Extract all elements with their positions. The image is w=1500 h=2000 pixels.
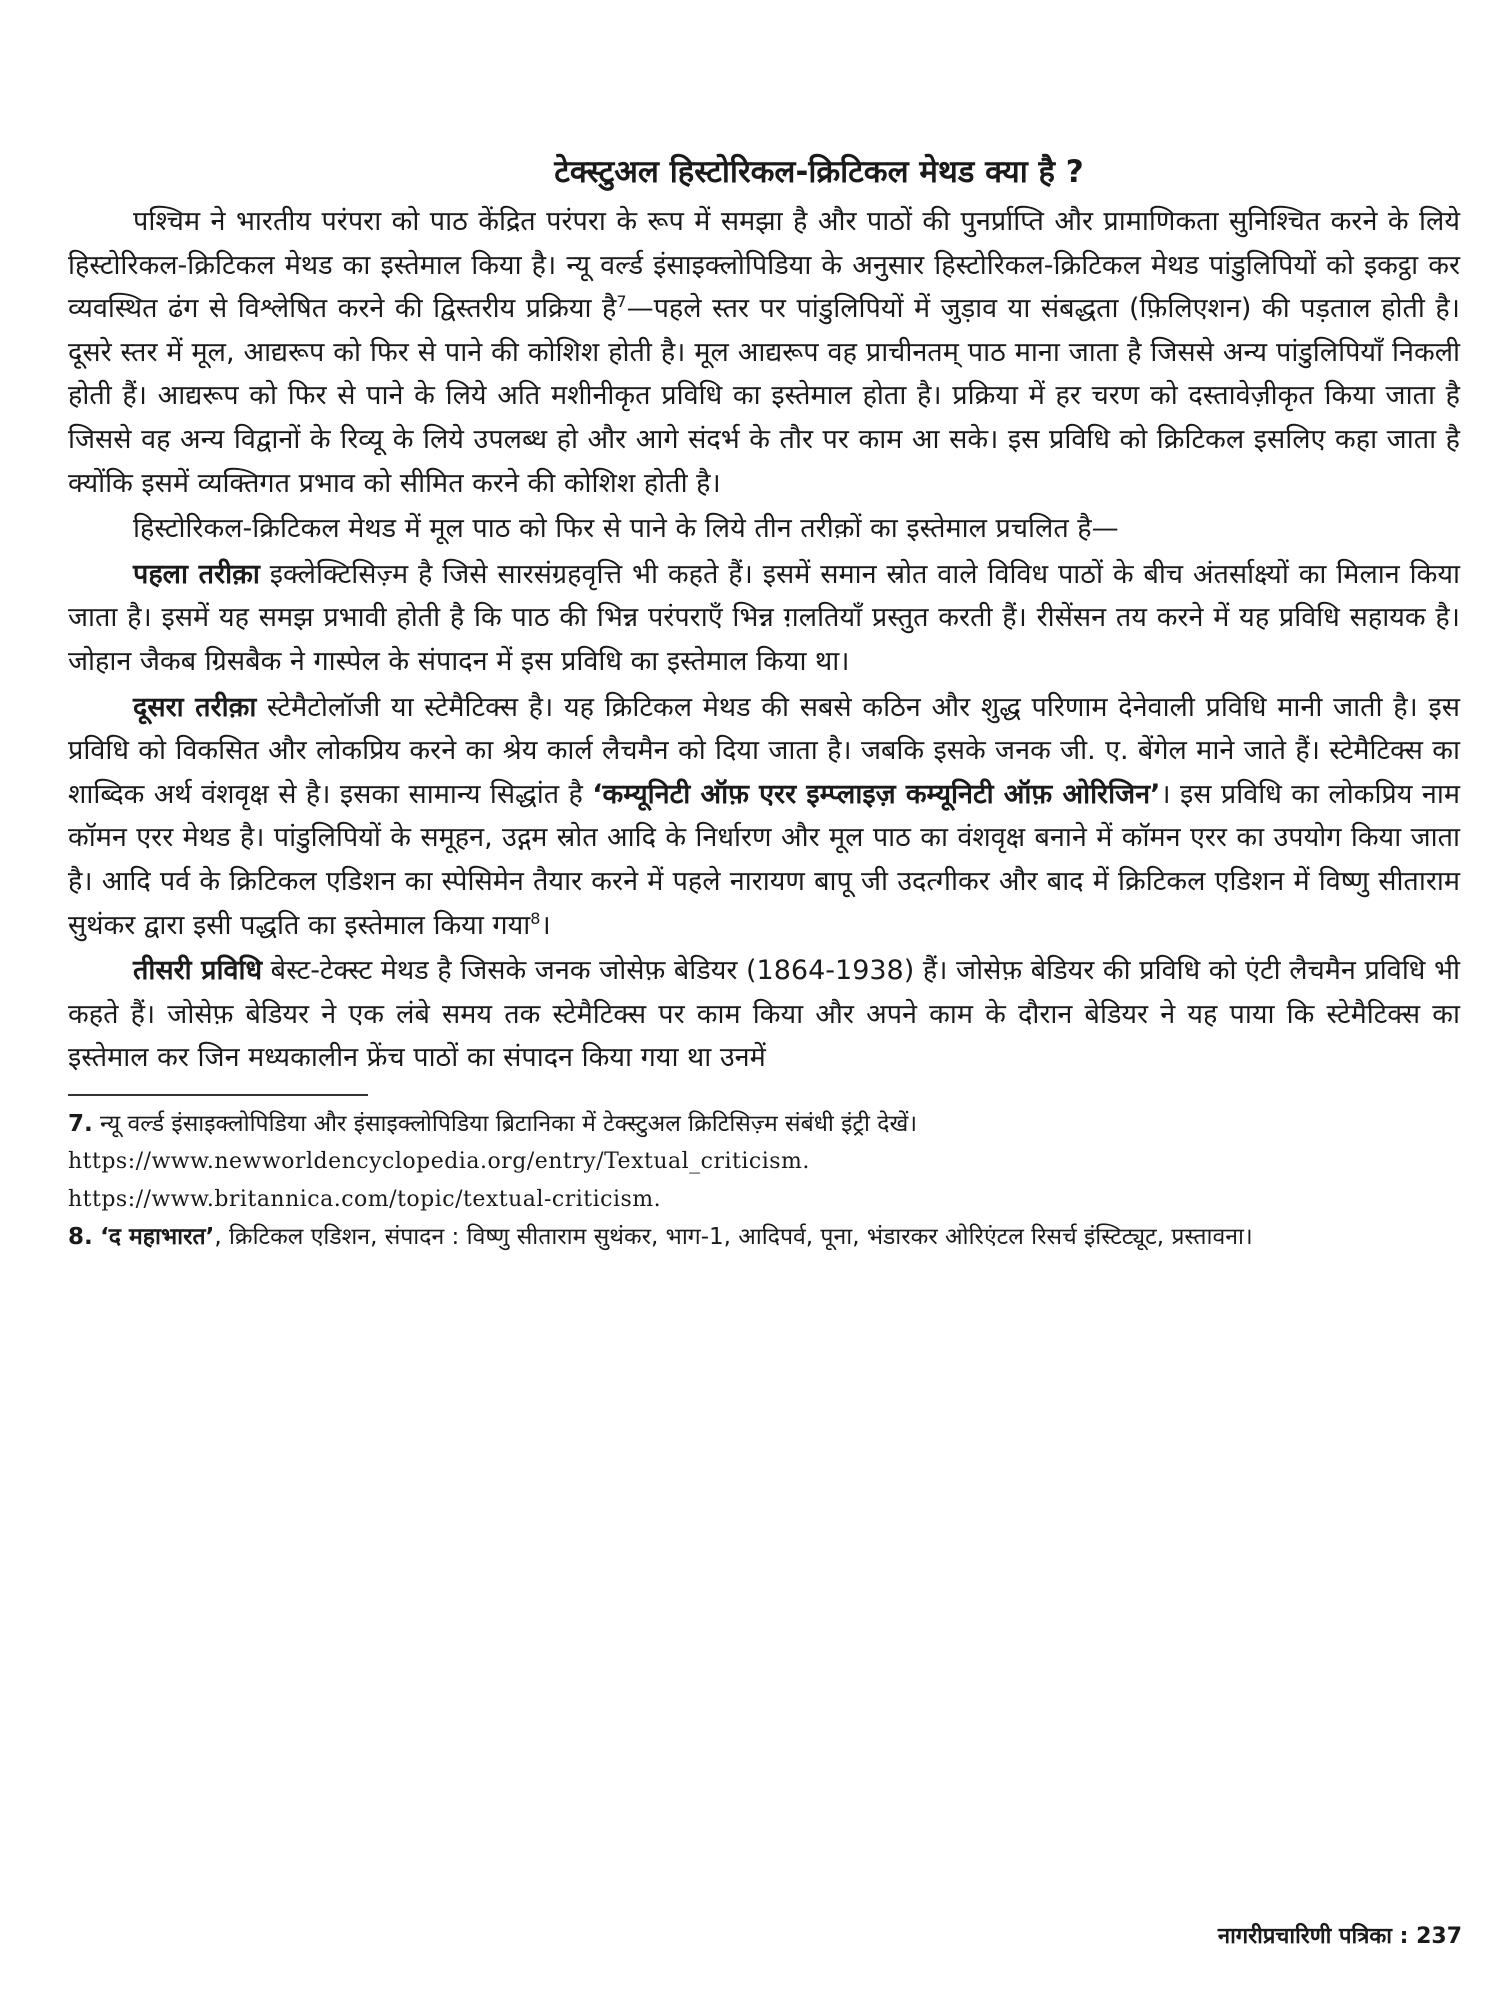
page-footer: नागरीप्रचारिणी पत्रिका : 237 xyxy=(1217,1924,1462,1949)
footnote-ref-7: 7 xyxy=(616,292,627,312)
principle-quote: ‘कम्यूनिटी ऑफ़ एरर इम्प्लाइज़ कम्यूनिटी ऑफ़ ओरिजिन’ xyxy=(592,778,1161,810)
paragraph-intro xyxy=(68,200,1460,505)
paragraph-intro-cont: —पहले स्तर पर पांडुलिपियों में जुड़ाव या संबद्धता (फ़िलिएशन) की पड़ताल होती है। दूसरे स्तर में मूल, आद्यरूप को फिर से पाने की कोशिश होती है। मूल आद्यरूप वह प्राचीनतम् पाठ माना जाता है जिससे अन्य पांडुलिपियाँ निकली होती हैं। आद्यरूप को फिर से पाने के लिये अति मशीनीकृत प्रविधि का इस्तेमाल होता है। प्रक्रिया में हर चरण को दस्तावेज़ीकृत किया जाता है जिससे वह अन्य विद्वानों के रिव्यू के लिये उपलब्ध हो और आगे संदर्भ के तौर पर काम आ सके। इस प्रविधि को क्रिटिकल इसलिए कहा जाता है क्योंकि इसमें व्यक्तिगत प्रभाव को सीमित करने की कोशिश होती है। xyxy=(68,293,1460,499)
section-heading: टेक्स्टुअल हिस्टोरिकल-क्रिटिकल मेथड क्या है ? xyxy=(554,154,1084,190)
footnote-7 xyxy=(68,1106,1460,1143)
first-method-text: इक्लेक्टिसिज़्म है जिसे सारसंग्रहवृत्ति भी कहते हैं। इसमें समान स्रोत वाले विविध पाठों के बीच अंतर्साक्ष्यों का मिलान किया जाता है। इसमें यह समझ प्रभावी होती है कि पाठ की भिन्न परंपराएँ भिन्न ग़लतियाँ प्रस्तुत करती हैं। रीसेंसन तय करने में यह प्रविधि सहायक है। जोहान जैकब ग्रिसबैक ने गास्पेल के संपादन में इस प्रविधि का इस्तेमाल किया था। xyxy=(68,558,1460,677)
footnote-7-url-2[interactable]: https://www.britannica.com/topic/textual-criticism. xyxy=(68,1186,662,1212)
footnote-7-text: न्यू वर्ल्ड इंसाइक्लोपिडिया और इंसाइक्लोपिडिया ब्रिटानिका में टेक्स्टुअल क्रिटिसिज़्म संबंधी इंट्री देखें। xyxy=(92,1110,918,1137)
paragraph-first-method xyxy=(68,553,1460,684)
footnote-8-number: 8. xyxy=(68,1223,93,1250)
second-method-end: । xyxy=(540,909,551,941)
footnote-8-title: ‘द महाभारत’ xyxy=(100,1223,215,1250)
second-method-label: दूसरा तरीक़ा xyxy=(133,691,257,723)
footnote-8 xyxy=(68,1219,1460,1256)
paragraph-second-method xyxy=(68,686,1460,948)
footnote-divider xyxy=(68,1094,368,1096)
paragraph-methods: हिस्टोरिकल-क्रिटिकल मेथड में मूल पाठ को फिर से पाने के लिये तीन तरीक़ों का इस्तेमाल प्रचलित है— xyxy=(133,513,1119,545)
third-method-label: तीसरी प्रविधि xyxy=(133,955,263,987)
page-body xyxy=(68,150,1460,1256)
paragraph-intro-text: पश्चिम ने भारतीय परंपरा को पाठ केंद्रित परंपरा के रूप में समझा है और पाठों की पुनर्प्राप्ति और प्रामाणिकता सुनिश्चित करने के लिये हिस्टोरिकल-क्रिटिकल मेथड का इस्तेमाल किया है। न्यू वर्ल्ड इंसाइक्लोपिडिया के अनुसार हिस्टोरिकल-क्रिटिकल मेथड पांडुलिपियों को इकट्ठा कर व्यवस्थित ढंग से विश्लेषित करने की द्विस्तरीय प्रक्रिया है xyxy=(68,206,1460,325)
footnote-7-url-1[interactable]: https://www.newworldencyclopedia.org/entry/Textual_criticism. xyxy=(68,1148,810,1174)
footnote-7-number: 7. xyxy=(68,1110,93,1137)
second-method-text: स्टेमैटोलॉजी या स्टेमैटिक्स है। यह क्रिटिकल मेथड की सबसे कठिन और शुद्ध परिणाम देनेवाली प्रविधि मानी जाती है। इस प्रविधि को विकसित और लोकप्रिय करने का श्रेय कार्ल लैचमैन को दिया जाता है। जबकि इसके जनक जी. ए. बेंगेल माने जाते हैं। स्टेमैटिक्स का शाब्दिक अर्थ वंशवृक्ष से है। इसका सामान्य सिद्धांत है xyxy=(68,691,1460,810)
third-method-text: बेस्ट-टेक्स्ट मेथड है जिसके जनक जोसेफ़ बेडियर (1864-1938) हैं। जोसेफ़ बेडियर की प्रविधि को एंटी लैचमैन प्रविधि भी कहते हैं। जोसेफ़ बेडियर ने एक लंबे समय तक स्टेमैटिक्स पर काम किया और अपने काम के दौरान बेडियर ने यह पाया कि स्टेमैटिक्स का इस्तेमाल कर जिन मध्यकालीन फ्रेंच पाठों का संपादन किया गया था उनमें xyxy=(68,955,1460,1074)
second-method-text-cont: । इस प्रविधि का लोकप्रिय नाम कॉमन एरर मेथड है। पांडुलिपियों के समूहन, उद्गम स्रोत आदि के निर्धारण और मूल पाठ का वंशवृक्ष बनाने में कॉमन एरर का उपयोग किया जाता है। आदि पर्व के क्रिटिकल एडिशन का स्पेसिमेन तैयार करने में पहले नारायण बापू जी उदत्गीकर और बाद में क्रिटिकल एडिशन में विष्णु सीताराम सुथंकर द्वारा इसी पद्धति का इस्तेमाल किया गया xyxy=(68,778,1460,941)
footnote-8-text: , क्रिटिकल एडिशन, संपादन : विष्णु सीताराम सुथंकर, भाग-1, आदिपर्व, पूना, भंडारकर ओरिएंटल रिसर्च इंस्टिट्यूट, प्रस्तावना। xyxy=(214,1223,1253,1250)
paragraph-third-method xyxy=(68,949,1460,1080)
footnote-ref-8: 8 xyxy=(530,908,541,928)
first-method-label: पहला तरीक़ा xyxy=(133,558,260,590)
